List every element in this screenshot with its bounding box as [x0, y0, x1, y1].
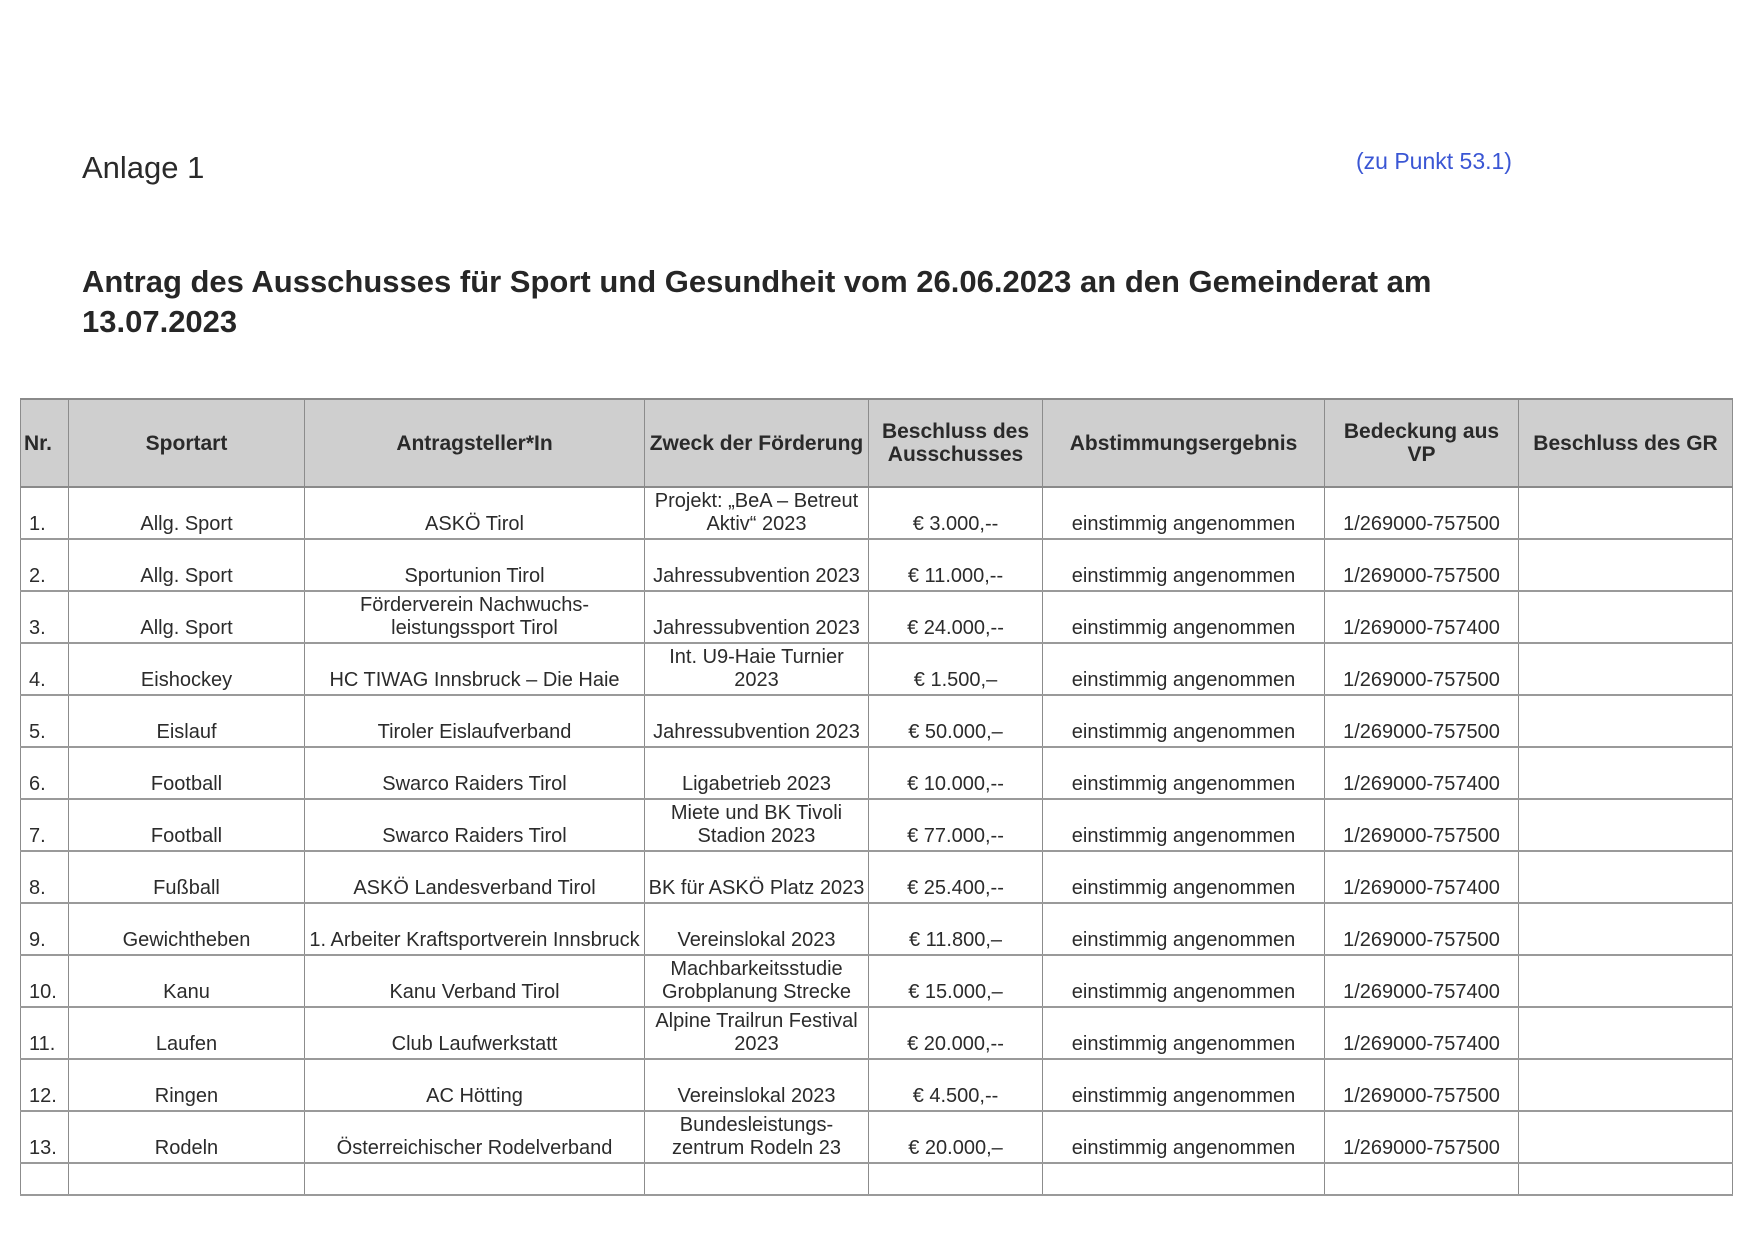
cell-beschluss-gr [1519, 1059, 1733, 1111]
cell-bedeckung: 1/269000-757500 [1325, 695, 1519, 747]
cell-sportart: Fußball [69, 851, 305, 903]
cell-bedeckung: 1/269000-757500 [1325, 539, 1519, 591]
cell-zweck: Bundesleistungs-zentrum Rodeln 23 [645, 1111, 869, 1163]
cell-antragsteller: ASKÖ Landesverband Tirol [305, 851, 645, 903]
cell-abstimmung: einstimmig angenommen [1043, 487, 1325, 539]
table-row [21, 955, 1733, 1007]
reference-note: (zu Punkt 53.1) [1356, 148, 1512, 174]
cell-sportart: Kanu [69, 955, 305, 1007]
empty-cell [1325, 1163, 1519, 1195]
cell-abstimmung: einstimmig angenommen [1043, 1111, 1325, 1163]
cell-zweck: Vereinslokal 2023 [645, 1059, 869, 1111]
cell-beschluss-gr [1519, 695, 1733, 747]
cell-abstimmung: einstimmig angenommen [1043, 955, 1325, 1007]
cell-zweck: Jahressubvention 2023 [645, 591, 869, 643]
table-row [21, 1111, 1733, 1163]
cell-beschluss-gr [1519, 539, 1733, 591]
cell-beschluss-gr [1519, 955, 1733, 1007]
cell-beschluss-ausschuss: € 3.000,-- [869, 487, 1043, 539]
header-beschluss-ausschuss: Beschluss des Ausschusses [869, 399, 1043, 487]
cell-beschluss-gr [1519, 487, 1733, 539]
cell-beschluss-ausschuss: € 50.000,– [869, 695, 1043, 747]
empty-cell [21, 1163, 69, 1195]
cell-antragsteller: Förderverein Nachwuchs-leistungssport Tirol [305, 591, 645, 643]
cell-zweck: Miete und BK Tivoli Stadion 2023 [645, 799, 869, 851]
cell-sportart: Allg. Sport [69, 591, 305, 643]
cell-abstimmung: einstimmig angenommen [1043, 695, 1325, 747]
cell-sportart: Laufen [69, 1007, 305, 1059]
cell-beschluss-ausschuss: € 25.400,-- [869, 851, 1043, 903]
table-body [21, 487, 1733, 1195]
table-row [21, 747, 1733, 799]
annex-label: Anlage 1 [82, 150, 205, 185]
cell-beschluss-gr [1519, 1007, 1733, 1059]
table-row [21, 591, 1733, 643]
header-bedeckung: Bedeckung aus VP [1325, 399, 1519, 487]
cell-beschluss-ausschuss: € 20.000,-- [869, 1007, 1043, 1059]
cell-zweck: BK für ASKÖ Platz 2023 [645, 851, 869, 903]
empty-cell [69, 1163, 305, 1195]
cell-antragsteller: Swarco Raiders Tirol [305, 799, 645, 851]
cell-antragsteller: Swarco Raiders Tirol [305, 747, 645, 799]
cell-sportart: Eishockey [69, 643, 305, 695]
table-row [21, 903, 1733, 955]
cell-beschluss-gr [1519, 799, 1733, 851]
header-antragsteller: Antragsteller*In [305, 399, 645, 487]
cell-sportart: Rodeln [69, 1111, 305, 1163]
cell-antragsteller: HC TIWAG Innsbruck – Die Haie [305, 643, 645, 695]
table-row [21, 1059, 1733, 1111]
cell-bedeckung: 1/269000-757400 [1325, 591, 1519, 643]
header-nr: Nr. [21, 399, 69, 487]
table-row [21, 695, 1733, 747]
header-abstimmung: Abstimmungsergebnis [1043, 399, 1325, 487]
cell-sportart: Eislauf [69, 695, 305, 747]
cell-beschluss-ausschuss: € 24.000,-- [869, 591, 1043, 643]
cell-nr: 10. [21, 955, 69, 1007]
cell-sportart: Ringen [69, 1059, 305, 1111]
cell-nr: 11. [21, 1007, 69, 1059]
funding-table [20, 398, 1733, 1196]
cell-beschluss-ausschuss: € 11.800,– [869, 903, 1043, 955]
cell-nr: 13. [21, 1111, 69, 1163]
cell-bedeckung: 1/269000-757400 [1325, 955, 1519, 1007]
empty-cell [1519, 1163, 1733, 1195]
cell-zweck: Jahressubvention 2023 [645, 695, 869, 747]
cell-zweck: Jahressubvention 2023 [645, 539, 869, 591]
cell-nr: 3. [21, 591, 69, 643]
cell-abstimmung: einstimmig angenommen [1043, 539, 1325, 591]
cell-beschluss-ausschuss: € 4.500,-- [869, 1059, 1043, 1111]
cell-bedeckung: 1/269000-757400 [1325, 851, 1519, 903]
cell-antragsteller: ASKÖ Tirol [305, 487, 645, 539]
cell-bedeckung: 1/269000-757500 [1325, 799, 1519, 851]
cell-abstimmung: einstimmig angenommen [1043, 643, 1325, 695]
cell-beschluss-ausschuss: € 1.500,– [869, 643, 1043, 695]
cell-nr: 4. [21, 643, 69, 695]
cell-beschluss-ausschuss: € 20.000,– [869, 1111, 1043, 1163]
cell-nr: 2. [21, 539, 69, 591]
cell-sportart: Football [69, 747, 305, 799]
cell-beschluss-gr [1519, 591, 1733, 643]
header-zweck: Zweck der Förderung [645, 399, 869, 487]
cell-sportart: Gewichtheben [69, 903, 305, 955]
table-row [21, 799, 1733, 851]
cell-abstimmung: einstimmig angenommen [1043, 1007, 1325, 1059]
cell-beschluss-gr [1519, 1111, 1733, 1163]
cell-bedeckung: 1/269000-757500 [1325, 1059, 1519, 1111]
cell-antragsteller: Kanu Verband Tirol [305, 955, 645, 1007]
cell-beschluss-ausschuss: € 77.000,-- [869, 799, 1043, 851]
cell-nr: 5. [21, 695, 69, 747]
header-sportart: Sportart [69, 399, 305, 487]
cell-antragsteller: AC Hötting [305, 1059, 645, 1111]
cell-zweck: Projekt: „BeA – Betreut Aktiv“ 2023 [645, 487, 869, 539]
table-row [21, 539, 1733, 591]
cell-beschluss-gr [1519, 903, 1733, 955]
cell-abstimmung: einstimmig angenommen [1043, 747, 1325, 799]
empty-cell [1043, 1163, 1325, 1195]
cell-bedeckung: 1/269000-757500 [1325, 643, 1519, 695]
cell-bedeckung: 1/269000-757400 [1325, 747, 1519, 799]
cell-sportart: Allg. Sport [69, 539, 305, 591]
cell-antragsteller: Sportunion Tirol [305, 539, 645, 591]
cell-zweck: Alpine Trailrun Festival 2023 [645, 1007, 869, 1059]
cell-antragsteller: Österreichischer Rodelverband [305, 1111, 645, 1163]
cell-antragsteller: Tiroler Eislaufverband [305, 695, 645, 747]
cell-abstimmung: einstimmig angenommen [1043, 591, 1325, 643]
cell-beschluss-gr [1519, 747, 1733, 799]
cell-nr: 7. [21, 799, 69, 851]
header-row [21, 399, 1733, 487]
cell-antragsteller: 1. Arbeiter Kraftsportverein Innsbruck [305, 903, 645, 955]
cell-antragsteller: Club Laufwerkstatt [305, 1007, 645, 1059]
cell-abstimmung: einstimmig angenommen [1043, 1059, 1325, 1111]
empty-cell [869, 1163, 1043, 1195]
table-row [21, 487, 1733, 539]
cell-bedeckung: 1/269000-757500 [1325, 487, 1519, 539]
cell-zweck: Vereinslokal 2023 [645, 903, 869, 955]
cell-zweck: Int. U9-Haie Turnier 2023 [645, 643, 869, 695]
table-row [21, 851, 1733, 903]
cell-beschluss-ausschuss: € 10.000,-- [869, 747, 1043, 799]
cell-nr: 8. [21, 851, 69, 903]
table-row [21, 1007, 1733, 1059]
cell-zweck: Machbarkeitsstudie Grobplanung Strecke [645, 955, 869, 1007]
cell-nr: 12. [21, 1059, 69, 1111]
cell-nr: 9. [21, 903, 69, 955]
table-row-empty [21, 1163, 1733, 1195]
cell-nr: 6. [21, 747, 69, 799]
empty-cell [645, 1163, 869, 1195]
cell-beschluss-gr [1519, 643, 1733, 695]
cell-sportart: Football [69, 799, 305, 851]
cell-zweck: Ligabetrieb 2023 [645, 747, 869, 799]
table-row [21, 643, 1733, 695]
header-beschluss-gr: Beschluss des GR [1519, 399, 1733, 487]
cell-bedeckung: 1/269000-757400 [1325, 1007, 1519, 1059]
empty-cell [305, 1163, 645, 1195]
cell-beschluss-ausschuss: € 11.000,-- [869, 539, 1043, 591]
cell-abstimmung: einstimmig angenommen [1043, 851, 1325, 903]
cell-beschluss-gr [1519, 851, 1733, 903]
cell-bedeckung: 1/269000-757500 [1325, 903, 1519, 955]
cell-abstimmung: einstimmig angenommen [1043, 799, 1325, 851]
document-title: Antrag des Ausschusses für Sport und Gesundheit vom 26.06.2023 an den Gemeinderat am 13.07.2023 [82, 264, 1432, 339]
cell-abstimmung: einstimmig angenommen [1043, 903, 1325, 955]
cell-beschluss-ausschuss: € 15.000,– [869, 955, 1043, 1007]
cell-nr: 1. [21, 487, 69, 539]
cell-bedeckung: 1/269000-757500 [1325, 1111, 1519, 1163]
cell-sportart: Allg. Sport [69, 487, 305, 539]
